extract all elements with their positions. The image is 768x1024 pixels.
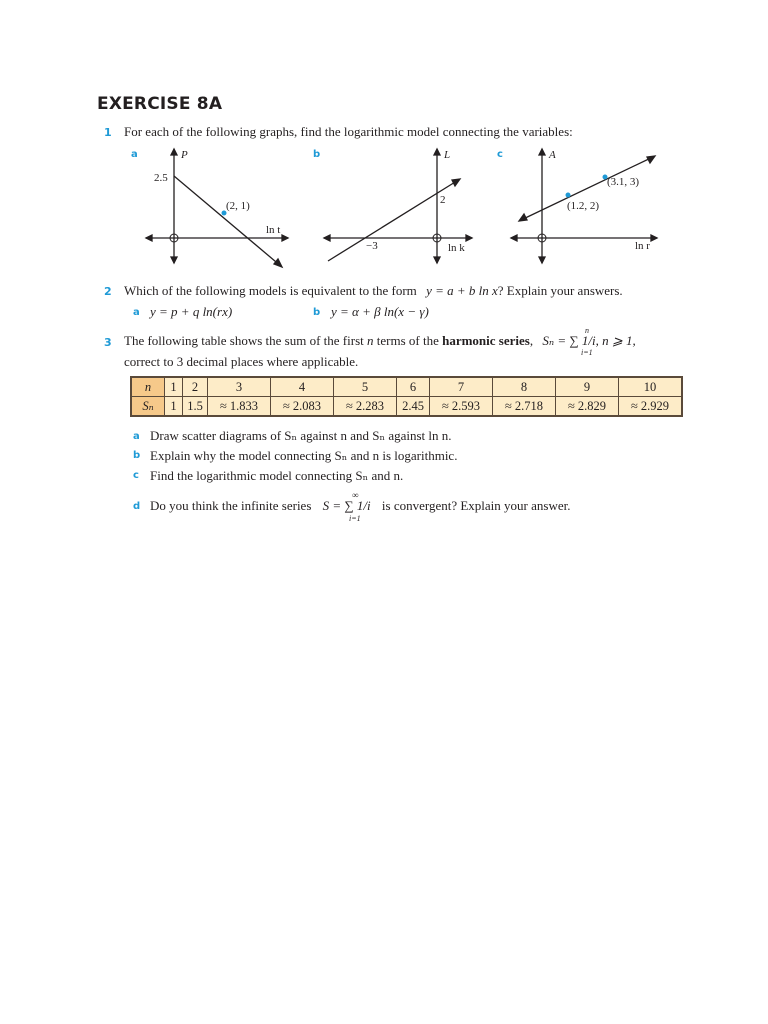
table-cell: ≈ 2.083	[271, 397, 334, 417]
graph-b-label: b	[313, 149, 321, 160]
graph-a-point-label: (2, 1)	[226, 200, 250, 212]
graph-b-x-axis-label: ln k	[448, 242, 465, 254]
sum-upper-limit: n	[585, 326, 589, 335]
table-cell: 6	[397, 377, 430, 397]
infinite-series-formula: S = ∑ 1/i	[322, 498, 371, 513]
question-3d-prompt-end: is convergent? Explain your answer.	[381, 498, 571, 513]
question-3-prompt-mid: terms of the	[376, 333, 439, 348]
table-cell: 5	[334, 377, 397, 397]
table-cell: 9	[556, 377, 619, 397]
table-cell: ≈ 2.829	[556, 397, 619, 417]
graph-b	[320, 143, 480, 269]
question-3a-text: Draw scatter diagrams of Sₙ against n and Sₙ against ln n.	[150, 428, 452, 443]
graph-a-y-axis-label: P	[181, 149, 188, 161]
table-cell: 3	[208, 377, 271, 397]
question-3c-text: Find the logarithmic model connecting Sₙ and n.	[150, 468, 404, 483]
graph-a-intercept-label: 2.5	[154, 172, 168, 184]
table-cell: 1	[165, 377, 183, 397]
sum-lower-limit: i=1	[581, 348, 593, 357]
table-row-header-s: Sₙ	[131, 397, 165, 417]
question-2b-label: b	[313, 307, 321, 318]
question-2b-text: y = α + β ln(x − γ)	[331, 304, 429, 319]
question-3a-label: a	[133, 431, 140, 442]
table-cell: ≈ 1.833	[208, 397, 271, 417]
table-cell: 2	[183, 377, 208, 397]
table-cell: 1	[165, 397, 183, 417]
question-3b-text: Explain why the model connecting Sₙ and n is logarithmic.	[150, 448, 458, 463]
harmonic-series-formula: Sₙ = ∑ 1/i, n ⩾ 1,	[542, 333, 636, 348]
graph-c-point2-label: (3.1, 3)	[607, 176, 640, 188]
question-3-n: n	[367, 333, 374, 348]
question-2-number: 2	[104, 285, 112, 298]
infinite-sum-lower-limit: i=1	[349, 514, 361, 523]
graph-c-x-axis-label: ln r	[635, 240, 650, 252]
question-3d-label: d	[133, 501, 141, 512]
harmonic-table	[130, 376, 683, 417]
table-row-header-n: n	[131, 377, 165, 397]
question-2-text	[124, 283, 623, 299]
exercise-title: EXERCISE 8A	[97, 94, 223, 114]
table-cell: ≈ 2.929	[619, 397, 683, 417]
graph-a-x-axis-label: ln t	[266, 224, 281, 236]
harmonic-series-term: harmonic series	[442, 333, 530, 348]
table-cell: ≈ 2.593	[430, 397, 493, 417]
table-cell: ≈ 2.718	[493, 397, 556, 417]
table-cell: 7	[430, 377, 493, 397]
question-3-line2: correct to 3 decimal places where applicable.	[124, 354, 359, 369]
graph-c-point1-label: (1.2, 2)	[567, 200, 600, 212]
question-2-form: y = a + b ln x	[426, 283, 498, 298]
question-3b-label: b	[133, 450, 141, 461]
table-cell: 8	[493, 377, 556, 397]
table-cell: 10	[619, 377, 683, 397]
graph-a-label: a	[131, 149, 138, 160]
graph-b-y-intercept-label: 2	[440, 194, 446, 206]
question-2a-text: y = p + q ln(rx)	[150, 304, 233, 319]
question-1-text: For each of the following graphs, find the logarithmic model connecting the variables:	[124, 124, 573, 139]
graph-c	[505, 143, 665, 269]
question-1-number: 1	[104, 126, 112, 139]
question-3-text: The following table shows the sum of the first n terms of the harmonic series, Sₙ = ∑ 1/i, n ⩾ 1,	[124, 333, 636, 348]
graph-b-x-intercept-label: −3	[366, 240, 378, 252]
question-3-number: 3	[104, 336, 112, 349]
table-cell: 2.45	[397, 397, 430, 417]
table-cell: 4	[271, 377, 334, 397]
table-cell: ≈ 2.283	[334, 397, 397, 417]
infinite-sum-upper-limit: ∞	[352, 490, 359, 500]
graph-c-label: c	[497, 149, 503, 160]
question-3c-label: c	[133, 470, 139, 481]
question-3d-text	[150, 498, 570, 514]
graph-a	[140, 143, 300, 269]
table-row-s	[131, 397, 682, 417]
question-3d-prompt: Do you think the infinite series	[150, 498, 312, 513]
table-row-n	[131, 377, 682, 397]
question-3-prompt: The following table shows the sum of the first	[124, 333, 364, 348]
graph-b-y-axis-label: L	[444, 149, 451, 161]
question-2a-label: a	[133, 307, 140, 318]
question-2-prompt: Which of the following models is equivalent to the form	[124, 283, 417, 298]
table-cell: 1.5	[183, 397, 208, 417]
question-2-prompt-end: ? Explain your answers.	[497, 283, 623, 298]
graph-c-y-axis-label: A	[549, 149, 556, 161]
